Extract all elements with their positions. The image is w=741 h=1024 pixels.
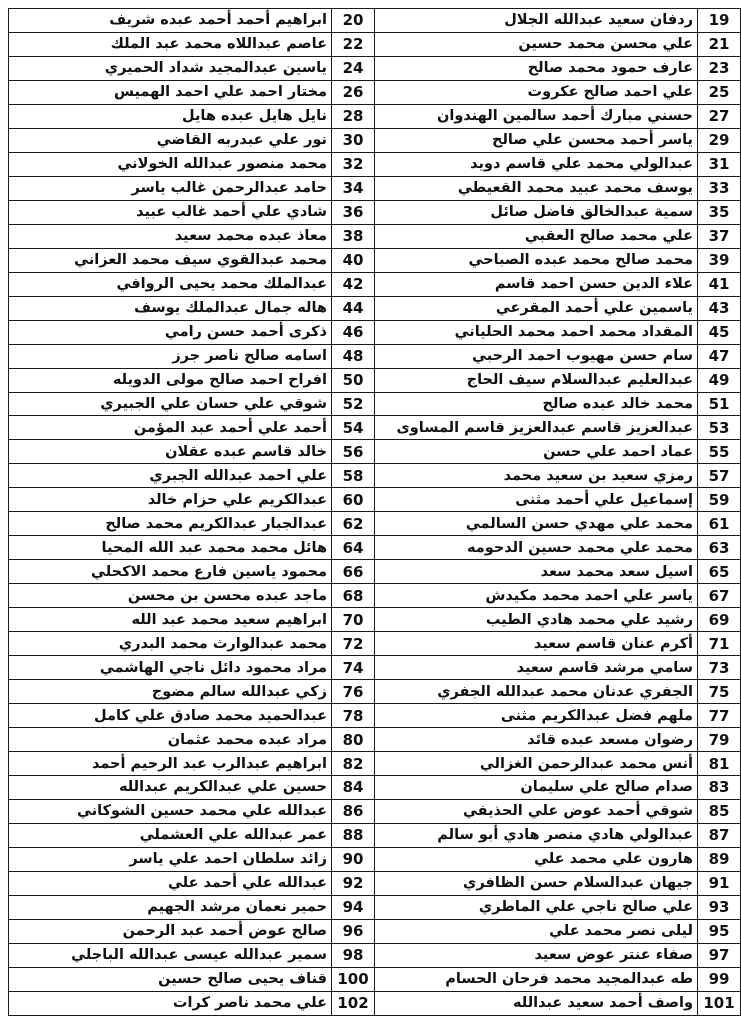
names-table-body [9,9,741,1016]
table-row [9,608,741,632]
row-number-right: 57 [698,464,741,488]
row-number-right: 65 [698,560,741,584]
person-name-right: ملهم فضل عبدالكريم مثنى [375,704,698,728]
person-name-right: رضوان مسعد عبده قائد [375,728,698,752]
row-number-left: 60 [332,488,375,512]
row-number-right: 59 [698,488,741,512]
row-number-right: 41 [698,272,741,296]
person-name-left: حسين علي عبدالكريم عبدالله [9,776,332,800]
row-number-left: 98 [332,943,375,967]
person-name-left: زكي عبدالله سالم مضوج [9,680,332,704]
row-number-right: 51 [698,392,741,416]
row-number-right: 67 [698,584,741,608]
row-number-left: 62 [332,512,375,536]
person-name-right: أكرم عنان قاسم سعيد [375,632,698,656]
row-number-right: 55 [698,440,741,464]
person-name-right: إسماعيل علي أحمد مثنى [375,488,698,512]
row-number-right: 93 [698,895,741,919]
person-name-right: صفاء عنتر عوض سعيد [375,943,698,967]
person-name-left: ابراهيم سعيد محمد عبد الله [9,608,332,632]
row-number-right: 33 [698,176,741,200]
person-name-right: هارون علي محمد علي [375,847,698,871]
person-name-left: اسامه صالح ناصر جرز [9,344,332,368]
row-number-left: 86 [332,799,375,823]
table-row [9,392,741,416]
row-number-left: 82 [332,752,375,776]
table-row [9,895,741,919]
row-number-left: 32 [332,152,375,176]
person-name-right: سام حسن مهيوب احمد الرحبي [375,344,698,368]
person-name-right: عارف حمود محمد صالح [375,56,698,80]
person-name-right: عبدالولي هادي منصر هادي أبو سالم [375,823,698,847]
person-name-left: عبدالله علي أحمد علي [9,871,332,895]
row-number-left: 28 [332,104,375,128]
person-name-right: ياسر أحمد محسن علي صالح [375,128,698,152]
table-row [9,344,741,368]
row-number-right: 85 [698,799,741,823]
row-number-right: 39 [698,248,741,272]
table-row [9,9,741,33]
table-row [9,728,741,752]
row-number-left: 24 [332,56,375,80]
row-number-left: 22 [332,32,375,56]
person-name-left: ابراهيم أحمد أحمد عبده شريف [9,9,332,33]
person-name-right: ياسر علي احمد محمد مكيدش [375,584,698,608]
person-name-right: رمزي سعيد بن سعيد محمد [375,464,698,488]
table-row [9,104,741,128]
table-row [9,752,741,776]
person-name-right: سامي مرشد قاسم سعيد [375,656,698,680]
table-row [9,80,741,104]
row-number-left: 76 [332,680,375,704]
table-row [9,32,741,56]
row-number-left: 70 [332,608,375,632]
table-row [9,799,741,823]
table-row [9,368,741,392]
row-number-left: 20 [332,9,375,33]
person-name-right: علي محسن محمد حسين [375,32,698,56]
person-name-right: محمد علي مهدي حسن السالمي [375,512,698,536]
row-number-right: 61 [698,512,741,536]
person-name-right: صدام صالح علي سليمان [375,776,698,800]
row-number-left: 42 [332,272,375,296]
row-number-right: 63 [698,536,741,560]
row-number-right: 29 [698,128,741,152]
person-name-left: معاذ عبده محمد سعيد [9,224,332,248]
person-name-left: علي احمد عبدالله الجبري [9,464,332,488]
row-number-left: 94 [332,895,375,919]
row-number-left: 80 [332,728,375,752]
person-name-left: ياسين عبدالمجيد شداد الحميري [9,56,332,80]
row-number-right: 49 [698,368,741,392]
table-row [9,680,741,704]
person-name-left: حامد عبدالرحمن غالب ياسر [9,176,332,200]
table-row [9,176,741,200]
person-name-right: حسني مبارك أحمد سالمين الهندوان [375,104,698,128]
row-number-left: 52 [332,392,375,416]
row-number-left: 46 [332,320,375,344]
person-name-right: علاء الدين حسن احمد قاسم [375,272,698,296]
row-number-right: 21 [698,32,741,56]
row-number-right: 95 [698,919,741,943]
table-row [9,823,741,847]
row-number-left: 88 [332,823,375,847]
person-name-left: عاصم عبداللاه محمد عبد الملك [9,32,332,56]
row-number-right: 23 [698,56,741,80]
table-row [9,656,741,680]
person-name-left: عبدالكريم علي حزام خالد [9,488,332,512]
person-name-right: طه عبدالمجيد محمد فرحان الحسام [375,967,698,991]
person-name-left: قناف يحيى صالح حسين [9,967,332,991]
row-number-left: 36 [332,200,375,224]
person-name-right: سمية عبدالخالق فاضل صائل [375,200,698,224]
person-name-left: حمير نعمان مرشد الجهيم [9,895,332,919]
row-number-right: 79 [698,728,741,752]
person-name-right: ليلى نصر محمد علي [375,919,698,943]
row-number-right: 81 [698,752,741,776]
row-number-left: 56 [332,440,375,464]
row-number-left: 40 [332,248,375,272]
row-number-left: 100 [332,967,375,991]
row-number-right: 27 [698,104,741,128]
row-number-right: 73 [698,656,741,680]
row-number-left: 30 [332,128,375,152]
person-name-left: محمود ياسين فارع محمد الاكحلي [9,560,332,584]
row-number-right: 101 [698,991,741,1015]
table-row [9,967,741,991]
person-name-right: الجفري عدنان محمد عبدالله الجفري [375,680,698,704]
person-name-left: زائد سلطان احمد علي ياسر [9,847,332,871]
person-name-left: محمد عبدالوارث محمد البدري [9,632,332,656]
person-name-left: ذكرى أحمد حسن رامي [9,320,332,344]
table-row [9,200,741,224]
row-number-right: 37 [698,224,741,248]
person-name-right: أنس محمد عبدالرحمن الغزالي [375,752,698,776]
person-name-left: عبدالحميد محمد صادق علي كامل [9,704,332,728]
row-number-left: 64 [332,536,375,560]
names-table [8,8,741,1016]
row-number-right: 47 [698,344,741,368]
row-number-right: 25 [698,80,741,104]
person-name-left: خالد قاسم عبده عقلان [9,440,332,464]
row-number-left: 72 [332,632,375,656]
person-name-right: محمد علي محمد حسين الدحومه [375,536,698,560]
table-row [9,632,741,656]
person-name-right: عبدالولي محمد علي قاسم دويد [375,152,698,176]
person-name-right: واصف أحمد سعيد عبدالله [375,991,698,1015]
person-name-left: شوقي علي حسان علي الجبيري [9,392,332,416]
row-number-right: 71 [698,632,741,656]
table-row [9,991,741,1015]
row-number-right: 87 [698,823,741,847]
table-row [9,871,741,895]
table-row [9,919,741,943]
person-name-right: يوسف محمد عبيد محمد القعيطي [375,176,698,200]
person-name-right: رشيد علي محمد هادي الطيب [375,608,698,632]
person-name-right: عبدالعزيز قاسم عبدالعزيز قاسم المساوى [375,416,698,440]
person-name-left: سمير عبدالله عيسى عبدالله الباجلي [9,943,332,967]
row-number-right: 31 [698,152,741,176]
row-number-left: 34 [332,176,375,200]
row-number-right: 75 [698,680,741,704]
row-number-left: 26 [332,80,375,104]
table-row [9,536,741,560]
table-row [9,584,741,608]
person-name-left: شادي علي أحمد غالب عبيد [9,200,332,224]
person-name-left: ابراهيم عبدالرب عبد الرحيم أحمد [9,752,332,776]
row-number-right: 35 [698,200,741,224]
row-number-left: 50 [332,368,375,392]
person-name-right: اسيل سعد محمد سعد [375,560,698,584]
person-name-left: هائل محمد محمد عبد الله المحيا [9,536,332,560]
person-name-left: علي محمد ناصر كرات [9,991,332,1015]
row-number-left: 96 [332,919,375,943]
table-row [9,128,741,152]
row-number-left: 38 [332,224,375,248]
row-number-left: 84 [332,776,375,800]
person-name-left: صالح عوض أحمد عبد الرحمن [9,919,332,943]
row-number-right: 91 [698,871,741,895]
person-name-right: محمد صالح محمد عبده الصباحي [375,248,698,272]
row-number-left: 90 [332,847,375,871]
table-row [9,488,741,512]
person-name-left: مختار احمد علي احمد الهميس [9,80,332,104]
person-name-left: هاله جمال عبدالملك يوسف [9,296,332,320]
row-number-left: 102 [332,991,375,1015]
row-number-right: 99 [698,967,741,991]
row-number-right: 69 [698,608,741,632]
row-number-left: 78 [332,704,375,728]
person-name-left: أحمد علي أحمد عبد المؤمن [9,416,332,440]
person-name-right: علي صالح ناجي علي الماطري [375,895,698,919]
table-row [9,560,741,584]
person-name-left: نور علي عبدربه القاضي [9,128,332,152]
person-name-right: علي محمد صالح العقبي [375,224,698,248]
row-number-left: 92 [332,871,375,895]
table-row [9,704,741,728]
person-name-right: ردفان سعيد عبدالله الجلال [375,9,698,33]
table-row [9,416,741,440]
row-number-right: 83 [698,776,741,800]
person-name-left: مراد محمود دائل ناجي الهاشمي [9,656,332,680]
person-name-left: افراح احمد صالح مولى الدويله [9,368,332,392]
roster-sheet [8,8,735,1016]
row-number-left: 58 [332,464,375,488]
person-name-right: علي احمد صالح عكروت [375,80,698,104]
person-name-left: محمد عبدالقوي سيف محمد العزاني [9,248,332,272]
row-number-right: 97 [698,943,741,967]
table-row [9,272,741,296]
table-row [9,776,741,800]
person-name-left: نايل هايل عبده هايل [9,104,332,128]
person-name-left: عبدالله علي محمد حسين الشوكاني [9,799,332,823]
person-name-right: عبدالعليم عبدالسلام سيف الحاج [375,368,698,392]
table-row [9,248,741,272]
row-number-right: 89 [698,847,741,871]
row-number-left: 48 [332,344,375,368]
person-name-left: عبدالجبار عبدالكريم محمد صالح [9,512,332,536]
row-number-left: 54 [332,416,375,440]
row-number-right: 45 [698,320,741,344]
person-name-right: جيهان عبدالسلام حسن الظافري [375,871,698,895]
person-name-left: مراد عبده محمد عثمان [9,728,332,752]
table-row [9,152,741,176]
person-name-left: محمد منصور عبدالله الخولاني [9,152,332,176]
person-name-left: عبدالملك محمد يحيى الروافي [9,272,332,296]
person-name-right: المقداد محمد احمد محمد الحلياني [375,320,698,344]
person-name-left: ماجد عبده محسن بن محسن [9,584,332,608]
person-name-right: عماد احمد علي حسن [375,440,698,464]
table-row [9,56,741,80]
table-row [9,296,741,320]
row-number-left: 44 [332,296,375,320]
table-row [9,847,741,871]
table-row [9,320,741,344]
person-name-right: محمد خالد عبده صالح [375,392,698,416]
table-row [9,464,741,488]
row-number-left: 66 [332,560,375,584]
table-row [9,943,741,967]
table-row [9,224,741,248]
person-name-right: شوقي أحمد عوض علي الحذيفي [375,799,698,823]
table-row [9,440,741,464]
table-row [9,512,741,536]
row-number-right: 77 [698,704,741,728]
row-number-right: 19 [698,9,741,33]
row-number-left: 68 [332,584,375,608]
row-number-right: 53 [698,416,741,440]
row-number-left: 74 [332,656,375,680]
person-name-left: عمر عبدالله علي العشملي [9,823,332,847]
row-number-right: 43 [698,296,741,320]
person-name-right: ياسمين علي أحمد المقرعي [375,296,698,320]
